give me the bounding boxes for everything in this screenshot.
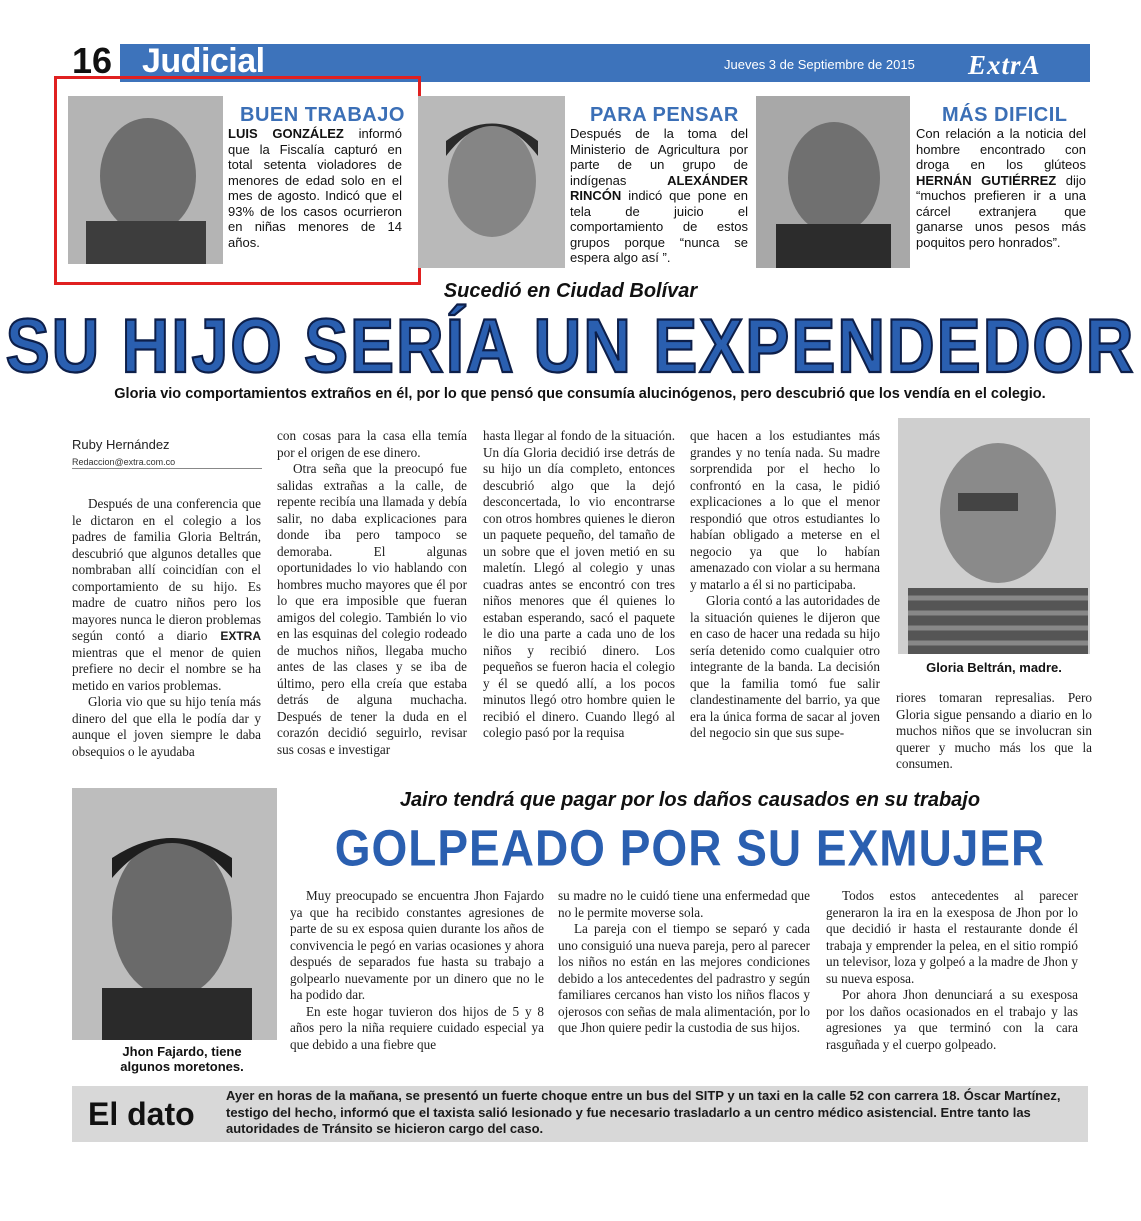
- hernan-gutierrez-photo: [756, 96, 910, 268]
- jhon-caption: Jhon Fajardo, tiene algunos moretones.: [120, 1044, 244, 1074]
- brief-2-text: [570, 126, 748, 266]
- second-col-2-a: su madre no le cuidó tiene una enfermedad que no le permite moverse sola.: [558, 888, 810, 920]
- el-dato-label: El dato: [88, 1096, 195, 1132]
- brief-3-text: [916, 126, 1086, 250]
- main-col-1-brand: EXTRA: [220, 629, 262, 643]
- brief-3-heading: MÁS DIFICIL: [942, 104, 1068, 126]
- brief-1-body: informó que la Fiscalía capturó en total setenta violadores de menores de edad solo en el mes de agosto. Indicó que el 93% de los casos ocurrieron en niñas menores de 14 años.: [228, 126, 402, 250]
- byline-email: Redaccion@extra.com.co: [72, 457, 262, 469]
- brief-1-heading: BUEN TRABAJO: [240, 104, 405, 126]
- section-title: Judicial: [142, 42, 265, 80]
- second-col-3-b: Por ahora Jhon denunciará a su exesposa por los daños ocasionados en el trabajo y las agresiones ya que terminó con la cara rasguñada y el cuerpo golpeado.: [826, 987, 1078, 1052]
- header-date: Jueves 3 de Septiembre de 2015: [724, 57, 915, 72]
- brief-2-body-b: indicó que pone en tela de juicio el comportamiento de estos grupos porque “nunca se espera algo así ”.: [570, 188, 748, 265]
- main-col-4-a: que hacen a los estudiantes más grandes y no tenía nada. Su madre sorprendida por el hecho lo confrontó en la casa, le pidió explicaciones a lo que el menor respondió que otros estudiantes lo habían obligado a meterse en el negocio ya que lo habían amenazado con violar a su hermana y matarlo a él si no participaba.: [690, 428, 880, 592]
- main-col-3: [483, 428, 675, 742]
- byline: Ruby Hernández: [72, 437, 170, 452]
- second-col-1: [290, 888, 544, 1053]
- gloria-beltran-photo: [898, 418, 1090, 654]
- second-col-3: [826, 888, 1078, 1053]
- brief-1-text: [228, 126, 402, 250]
- main-col-1-a: Después de una conferencia que le dictaron en el colegio a los padres de familia Gloria Beltrán, descubrió que algunos detalles que nombraban allí coincidían con el comportamiento de su hijo. Es madre de cuatro niños pero los mayores nunca le dieron problemas según contó a diario: [72, 496, 261, 643]
- main-col-5: [896, 690, 1092, 773]
- brief-2-body-a: Después de la toma del Ministerio de Agricultura por parte de un grupo de indígenas: [570, 126, 748, 188]
- brief-2-name: ALEXÁNDER RINCÓN: [570, 172, 748, 203]
- main-subhead: Gloria vio comportamientos extraños en él, por lo que pensó que consumía alucinógenos, pero descubrió que los vendía en el colegio.: [114, 386, 1046, 402]
- main-col-2: [277, 428, 467, 758]
- second-col-3-a: Todos estos antecedentes al parecer generaron la ira en la exesposa de Jhon por lo que decidió ir hasta el restaurante donde él trabaja y emprender la pelea, en el sitio rompió un televisor, loza y golpeó a la madre de Jhon y su nueva esposa.: [826, 888, 1078, 986]
- jhon-fajardo-photo: [72, 788, 277, 1040]
- main-col-1-c: Gloria vio que su hijo tenía más dinero del que ella le podía dar y aunque el joven siempre le daba obsequios o le ayudaba: [72, 694, 261, 759]
- alexander-rincon-photo: [418, 96, 565, 268]
- main-col-4: [690, 428, 880, 742]
- main-kicker: Sucedió en Ciudad Bolívar: [443, 280, 698, 302]
- main-col-1: [72, 496, 261, 760]
- second-col-1-a: Muy preocupado se encuentra Jhon Fajardo ya que ha recibido constantes agresiones de parte de su ex esposa quien durante los años de convivencia le pegó en varias ocasiones y ahora después de separados fue hasta su trabajo a golpearlo nuevamente por un dinero que no le ha podido dar.: [290, 888, 544, 1002]
- main-col-4-b: Gloria contó a las autoridades de la situación quienes le dijeron que en caso de hacer una redada su hijo sería detenido como cualquier otro integrante de la banda. La decisión que la familia tomó fue salir clandestinamente del barrio, ya que era la única forma de sacar al joven del negocio sin que sus supe-: [690, 593, 880, 740]
- gloria-caption: Gloria Beltrán, madre.: [926, 660, 1062, 675]
- el-dato-text: Ayer en horas de la mañana, se presentó un fuerte choque entre un bus del SITP y un taxi en la calle 52 con carrera 18. Óscar Martínez, testigo del hecho, informó que el taxista salió lesionado y fue necesario trasladarlo a un centro médico asistencial. Entre tanto las autoridades de Tránsito se hicieron cargo del caso.: [226, 1088, 1061, 1136]
- second-col-2: [558, 888, 810, 1037]
- brief-1-name: LUIS GONZÁLEZ: [228, 126, 344, 141]
- main-col-3-text: hasta llegar al fondo de la situación. Un día Gloria decidió irse detrás de su hijo un día completo, entonces descubrió algo que la dejó desconcertada, lo vio encontrarse con otros hombres quienes le dieron un paquete pequeño, del tamaño de un sobre que el joven metió en su maletín. Llegó al colegio y unas cuadras antes se encontró con tres niños menores que él quienes lo estaban esperando, sacó el paquete le dio una parte a cada uno de los niños y recibió dinero. Los pequeños se fueron hacia el colegio y él se quedó allí, a los pocos minutos llegó otro hombre quien le recibió el dinero. Cuando llegó al colegio pasó por la requisa: [483, 428, 675, 740]
- page-number: 16: [72, 40, 113, 81]
- main-col-2-a: con cosas para la casa ella temía por el origen de ese dinero.: [277, 428, 467, 460]
- brief-3-body-a: Con relación a la noticia del hombre encontrado con droga en los glúteos: [916, 126, 1086, 172]
- second-col-1-b: En este hogar tuvieron dos hijos de 5 y 8 años pero la niña requiere cuidado especial ya que debido a una fiebre que: [290, 1003, 544, 1052]
- second-kicker: Jairo tendrá que pagar por los daños causados en su trabajo: [399, 789, 981, 811]
- luis-gonzalez-photo: [68, 96, 223, 264]
- brief-2-heading: PARA PENSAR: [590, 104, 739, 126]
- brief-3-body-b: dijo “muchos prefieren ir a una cárcel extranjera que ganarse unos pesos más poquitos pero honrados”.: [916, 172, 1086, 250]
- second-col-2-b: La pareja con el tiempo se separó y cada uno consiguió una nueva pareja, pero al parecer los niños no están en las mejores condiciones debido a los antecedentes del padrastro y según familiares cercanos han visto los niños flacos y ojerosos con señas de mala alimentación, por lo que Jhon quiere pedir la custodia de sus hijos.: [558, 921, 810, 1035]
- main-col-1-b: mientras que el menor de quien prefiere no decir el nombre se ha metido en varios problemas.: [72, 644, 261, 693]
- second-headline: GOLPEADO POR SU EXMUJER: [334, 819, 1046, 877]
- brief-3-name: HERNÁN GUTIÉRREZ: [916, 172, 1057, 188]
- main-col-5-text: riores tomaran represalias. Pero Gloria sigue pensando a diario en lo muchos niños que se involucran sin querer y mucho más los que la consumen.: [896, 690, 1092, 771]
- extra-logo: ExtrA: [968, 50, 1041, 80]
- main-headline: SU HIJO SERÍA UN EXPENDEDOR: [5, 303, 1136, 389]
- main-col-2-b: Otra seña que la preocupó fue salidas extrañas a la calle, de repente recibía una llamada y debía salir, no daba explicaciones para donde iba pero tampoco se demoraba. El algunas oportunidades lo vio hablando con hombres mucho mayores que él por lo que era imposible que fueran amigos del colegio. También lo vio en las esquinas del colegio rodeado de muchos niños, llegaba mucho antes de las clases y se iba de último, pero ella creía que estaba detrás de alguna muchacha. Después de tener la duda en el corazón decidió seguirlo, revisar sus cosas e investigar: [277, 461, 467, 757]
